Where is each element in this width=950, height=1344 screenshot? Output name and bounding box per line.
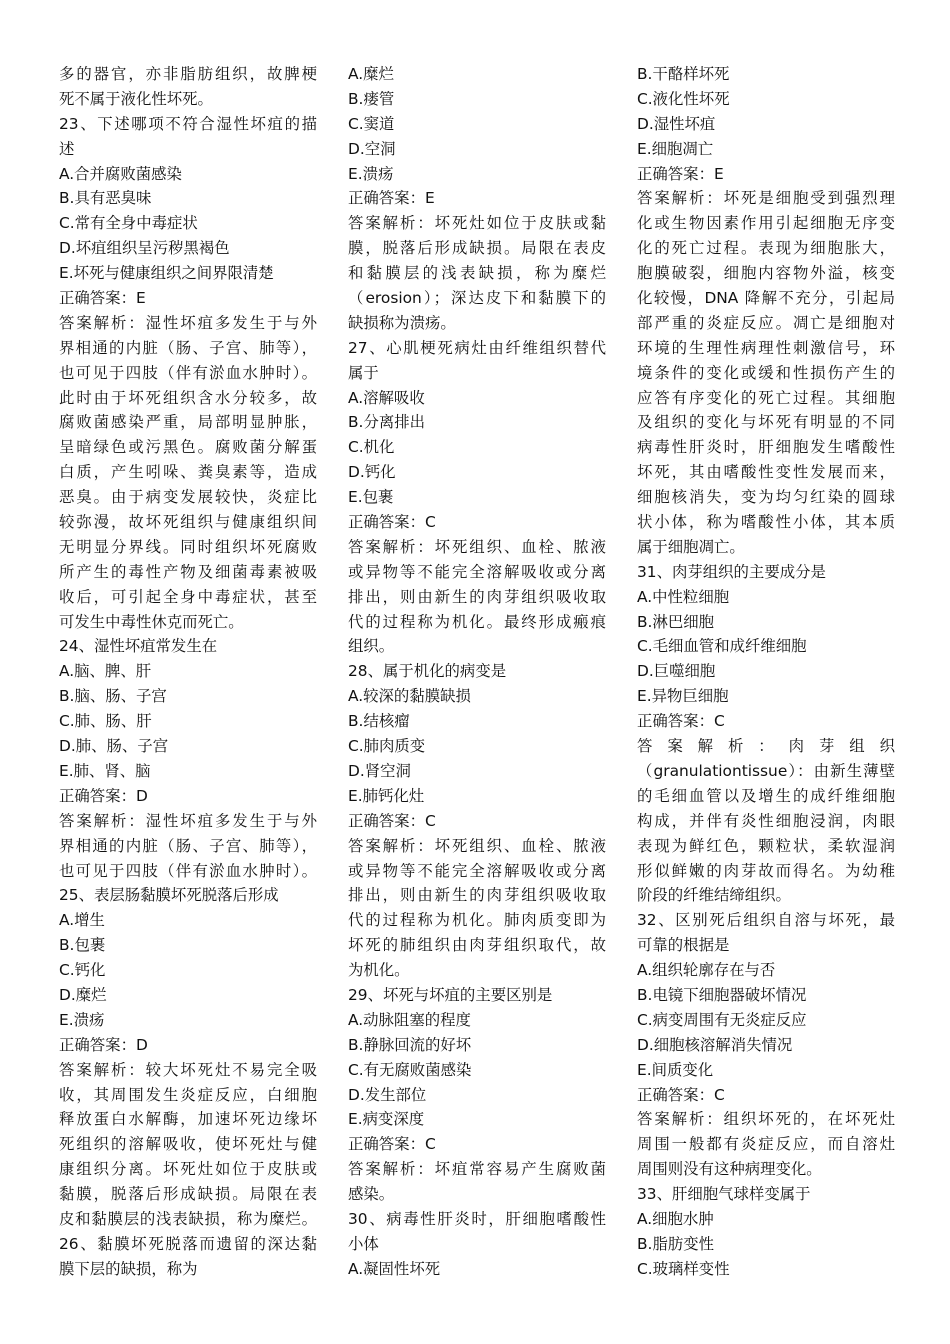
text-line: D.空洞: [348, 139, 396, 158]
text-line: A.组织轮廓存在与否: [637, 961, 776, 980]
text-line: D.钙化: [348, 463, 396, 482]
text-line: 正确答案：C: [348, 513, 436, 532]
text-line: （granulationtissue）：由新生薄壁: [637, 761, 895, 780]
text-line: 表现为鲜红色，颗粒状，柔软湿润: [637, 836, 895, 855]
text-line: A.糜烂: [348, 65, 394, 83]
text-line: C.钙化: [59, 961, 106, 980]
text-line: B.瘘管: [348, 89, 395, 108]
text-line: E.病变深度: [348, 1110, 425, 1129]
text-line: 代的过程称为机化。肺肉质变即为: [348, 911, 606, 930]
text-line: 30、病毒性肝炎时，肝细胞嗜酸性: [348, 1209, 606, 1228]
text-line: 组织。: [348, 637, 395, 656]
text-line: 29、坏死与坏疽的主要区别是: [348, 985, 553, 1004]
text-line: 正确答案：D: [59, 786, 148, 805]
text-line: 答案解析：坏疽常容易产生腐败菌: [348, 1160, 606, 1179]
text-line: 小体: [348, 1234, 379, 1253]
text-line: E.肺、肾、脑: [59, 761, 151, 780]
text-line: 呈暗绿色或污黑色。腐败菌分解蛋: [59, 438, 317, 457]
text-line: D.肾空洞: [348, 761, 411, 780]
text-line: 界相通的内脏（肠、子宫、肺等），: [59, 836, 317, 855]
text-line: 构成，并伴有炎性细胞浸润，肉眼: [637, 811, 895, 830]
text-line: A.脑、脾、肝: [59, 662, 152, 681]
text-line: 病毒性肝炎时，肝细胞发生嗜酸性: [637, 438, 895, 457]
text-line: B.脑、肠、子宫: [59, 687, 167, 706]
text-line: D.细胞核溶解消失情况: [637, 1035, 793, 1054]
text-line: A.凝固性坏死: [348, 1259, 441, 1278]
text-line: 黏膜，脱落后形成缺损。局限在表: [59, 1185, 317, 1204]
text-line: 的毛细血管以及增生的成纤维细胞: [637, 786, 895, 805]
text-line: 和黏膜层的浅表缺损，称为糜烂: [348, 264, 606, 283]
text-line: 正确答案：E: [59, 289, 146, 308]
text-line: C.毛细血管和成纤维细胞: [637, 637, 807, 656]
text-line: 答案解析：坏死灶如位于皮肤或黏: [348, 214, 606, 233]
text-line: 可发生中毒性休克而死亡。: [59, 612, 244, 631]
text-line: B.结核瘤: [348, 712, 410, 731]
text-line: D.糜烂: [59, 985, 107, 1004]
text-line: 部严重的炎症反应。凋亡是细胞对: [637, 313, 895, 332]
text-line: 化或生物因素作用引起细胞无序变: [637, 214, 895, 233]
text-line: B.分离排出: [348, 413, 426, 432]
text-line: 化的死亡过程。表现为细胞胀大，: [637, 239, 895, 258]
text-line: B.脂肪变性: [637, 1234, 715, 1253]
text-line: E.间质变化: [637, 1060, 714, 1079]
text-line: 排出，则由新生的肉芽组织吸收取: [348, 886, 606, 905]
text-line: 23、下述哪项不符合湿性坏疽的描: [59, 114, 317, 133]
text-line: 或异物等不能完全溶解吸收或分离: [348, 562, 606, 581]
text-line: B.干酪样坏死: [637, 65, 730, 83]
text-line: 25、表层肠黏膜坏死脱落后形成: [59, 886, 279, 905]
text-line: 膜下层的缺损，称为: [59, 1259, 198, 1278]
text-line: 答案解析：坏死是细胞受到强烈理: [637, 189, 895, 208]
text-line: E.肺钙化灶: [348, 786, 425, 805]
text-line: 可靠的根据是: [637, 936, 730, 955]
text-line: 化较慢，DNA 降解不充分，引起局: [637, 289, 895, 308]
text-line: C.有无腐败菌感染: [348, 1060, 472, 1079]
text-line: 属于: [348, 363, 379, 382]
text-line: 较弥漫，故坏死组织与健康组织间: [59, 513, 317, 532]
text-line: E.细胞凋亡: [637, 139, 714, 158]
text-line: 答案解析：湿性坏疽多发生于与外: [59, 811, 317, 830]
text-line: E.溃疡: [59, 1010, 105, 1029]
text-line: 阶段的纤维结缔组织。: [637, 886, 791, 905]
text-line: 坏死，其由嗜酸性变性发展而来，: [637, 463, 895, 482]
text-line: 正确答案：C: [637, 712, 725, 731]
text-line: 膜，脱落后形成缺损。局限在表皮: [348, 239, 606, 258]
text-line: C.肺、肠、肝: [59, 712, 152, 731]
text-line: 答案解析：组织坏死的，在坏死灶: [637, 1110, 895, 1129]
text-line: 缺损称为溃疡。: [348, 313, 456, 332]
text-line: C.液化性坏死: [637, 89, 730, 108]
text-line: E.异物巨细胞: [637, 687, 729, 706]
text-line: B.具有恶臭味: [59, 189, 152, 208]
text-line: 及组织的变化与坏死有明显的不同: [637, 413, 895, 432]
text-column-2: [348, 62, 606, 1282]
text-line: 或异物等不能完全溶解吸收或分离: [348, 861, 606, 880]
text-line: 为机化。: [348, 961, 410, 980]
text-line: 答案解析：较大坏死灶不易完全吸: [59, 1060, 317, 1079]
text-line: D.发生部位: [348, 1085, 427, 1104]
text-line: C.肺肉质变: [348, 737, 426, 756]
text-line: 24、湿性坏疽常发生在: [59, 637, 218, 656]
text-line: 无明显分界线。同时组织坏死腐败: [59, 537, 317, 556]
text-line: D.巨噬细胞: [637, 662, 716, 681]
text-line: D.湿性坏疽: [637, 114, 716, 133]
text-line: 也可见于四肢（伴有淤血水肿时）。: [59, 861, 317, 880]
text-line: 答案解析：湿性坏疽多发生于与外: [59, 313, 317, 332]
text-line: 收后，可引起全身中毒症状，甚至: [59, 587, 317, 606]
text-line: C.窦道: [348, 114, 395, 133]
text-line: 代的过程称为机化。最终形成瘢痕: [348, 612, 606, 631]
text-line: 答案解析：坏死组织、血栓、脓液: [348, 537, 606, 556]
text-line: 环境的生理性病理性刺激信号，环: [637, 338, 895, 357]
text-line: 也可见于四肢（伴有淤血水肿时）。: [59, 363, 317, 382]
text-line: 33、肝细胞气球样变属于: [637, 1185, 811, 1204]
text-line: E.包裹: [348, 488, 394, 507]
text-line: C.常有全身中毒症状: [59, 214, 198, 233]
text-line: （erosion）；深达皮下和黏膜下的: [348, 289, 606, 308]
text-line: 感染。: [348, 1185, 395, 1204]
text-line: A.细胞水肿: [637, 1209, 714, 1228]
text-line: 形似鲜嫩的肉芽故而得名。为幼稚: [637, 861, 895, 880]
text-line: 此时由于坏死组织含水分较多，故: [59, 388, 317, 407]
text-line: 多的器官，亦非脂肪组织，故脾梗: [59, 65, 317, 83]
text-line: 排出，则由新生的肉芽组织吸收取: [348, 587, 606, 606]
text-line: A.溶解吸收: [348, 388, 425, 407]
text-line: 坏死的肺组织由肉芽组织取代，故: [348, 936, 606, 955]
text-line: 界相通的内脏（肠、子宫、肺等），: [59, 338, 317, 357]
text-column-3: [637, 62, 895, 1282]
text-line: B.电镜下细胞器破坏情况: [637, 985, 807, 1004]
text-line: 32、区别死后组织自溶与坏死，最: [637, 911, 895, 930]
text-line: 述: [59, 139, 75, 158]
text-line: B.包裹: [59, 936, 106, 955]
text-line: 白质，产生吲哚、粪臭素等，造成: [59, 463, 317, 482]
text-line: E.坏死与健康组织之间界限清楚: [59, 264, 274, 283]
text-line: 细胞核消失，变为均匀红染的圆球: [637, 488, 895, 507]
text-line: D.坏疽组织呈污秽黑褐色: [59, 239, 230, 258]
text-line: 康组织分离。坏死灶如位于皮肤或: [59, 1160, 317, 1179]
text-line: D.肺、肠、子宫: [59, 737, 169, 756]
text-line: 腐败菌感染严重，局部明显肿胀，: [59, 413, 317, 432]
text-line: A.中性粒细胞: [637, 587, 730, 606]
text-line: A.动脉阻塞的程度: [348, 1010, 471, 1029]
text-line: 27、心肌梗死病灶由纤维组织替代: [348, 338, 606, 357]
text-line: E.溃疡: [348, 164, 394, 183]
text-line: B.静脉回流的好坏: [348, 1035, 472, 1054]
text-line: 31、肉芽组织的主要成分是: [637, 562, 826, 581]
text-line: C.病变周围有无炎症反应: [637, 1010, 807, 1029]
text-line: 正确答案：C: [348, 811, 436, 830]
text-line: C.机化: [348, 438, 395, 457]
text-line: 周围一般都有炎症反应，而自溶灶: [637, 1135, 895, 1154]
text-line: 释放蛋白水解酶，加速坏死边缘坏: [59, 1110, 317, 1129]
text-line: A.较深的黏膜缺损: [348, 687, 471, 706]
text-line: 恶臭。由于病变发展较快，炎症比: [59, 488, 317, 507]
text-line: A.合并腐败菌感染: [59, 164, 182, 183]
text-line: 正确答案：C: [637, 1085, 725, 1104]
text-line: 胞膜破裂，细胞内容物外溢，核变: [637, 264, 895, 283]
text-column-1: [59, 62, 317, 1282]
text-line: 答案解析：坏死组织、血栓、脓液: [348, 836, 606, 855]
text-line: 收，其周围发生炎症反应，白细胞: [59, 1085, 317, 1104]
text-line: 正确答案：E: [637, 164, 724, 183]
text-line: 皮和黏膜层的浅表缺损，称为糜烂。: [59, 1209, 317, 1228]
text-line: 答案解析：肉芽组织: [637, 737, 895, 756]
text-line: 周围则没有这种病理变化。: [637, 1160, 822, 1179]
text-line: 正确答案：D: [59, 1035, 148, 1054]
text-line: 属于细胞凋亡。: [637, 537, 745, 556]
text-line: 所产生的毒性产物及细菌毒素被吸: [59, 562, 317, 581]
text-line: 正确答案：C: [348, 1135, 436, 1154]
text-line: C.玻璃样变性: [637, 1259, 730, 1278]
text-line: 正确答案：E: [348, 189, 435, 208]
text-line: 应答有序变化的死亡过程。其细胞: [637, 388, 895, 407]
text-line: 死组织的溶解吸收，使坏死灶与健: [59, 1135, 317, 1154]
text-line: 28、属于机化的病变是: [348, 662, 507, 681]
text-line: B.淋巴细胞: [637, 612, 715, 631]
text-line: 境条件的变化或缓和性损伤产生的: [637, 363, 895, 382]
text-line: A.增生: [59, 911, 105, 930]
text-line: 26、黏膜坏死脱落而遗留的深达黏: [59, 1234, 317, 1253]
text-line: 状小体，称为嗜酸性小体，其本质: [637, 513, 895, 532]
text-line: 死不属于液化性坏死。: [59, 89, 213, 108]
